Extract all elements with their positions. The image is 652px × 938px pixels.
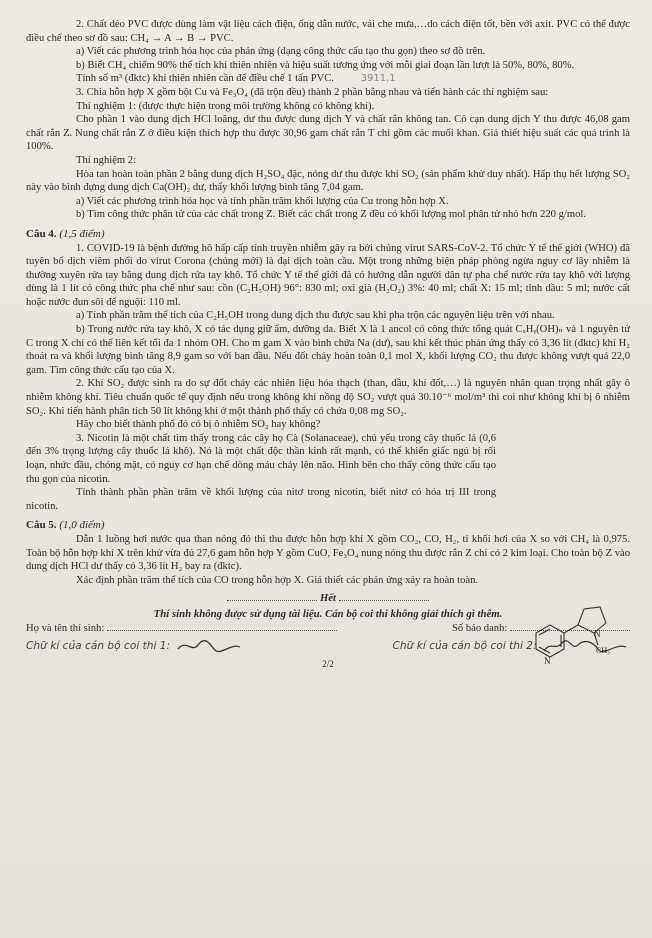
q4-score: (1,5 điểm) <box>59 227 105 240</box>
q5-p2: Xác định phần trăm thể tích của CO trong hỗn hợp X. Giả thiết các phản ứng xảy ra hoàn toàn. <box>76 574 479 586</box>
q4-p2: 2. Khí SO₂ được sinh ra do sự đốt cháy các nhiên liệu hóa thạch (than, dầu, khí đốt,…) là nguyên nhân quan trọng nhất gây ô nhiễm không khí. Tiêu chuẩn quốc tế quy định nếu trong không khí nồng độ SO₂ vượt quá 30.10⁻⁶ mol/m³ thì coi như không khí bị ô nhiễm SO₂. Khi tiến hành phân tích 50 lít không khí ở một thành phố thấy có chứa 0,08 mg SO₂. <box>26 378 630 417</box>
q3-intro: 3. Chia hỗn hợp X gồm bột Cu và Fe₃O₄ (đã trộn đều) thành 2 phần bằng nhau và tiến hành các thí nghiệm sau: <box>76 86 549 98</box>
q5-p1: Dẫn 1 luồng hơi nước qua than nóng đỏ thì thu được hỗn hợp khí X gồm CO₂, CO, H₂, tỉ khối hơi của X so với CH₄ là 0,975. Toàn bộ hỗn hợp khí X trên khử vừa đủ 27,6 gam hỗn hợp Y gồm CuO, Fe₃O₄ nung nóng thu được rắn Z chỉ có 2 kim loại. Cho toàn bộ Z vào dung dịch HCl dư thấy có 3,36 lít H₂ bay ra (đktc). <box>26 533 630 573</box>
structure-n-pyrrolidine: N <box>594 629 601 639</box>
q2-b: b) Biết CH₄ chiếm 90% thể tích khí thiên nhiên và hiệu suất tương ứng với mỗi giai đoạn lần lượt là 50%, 80%, 80%. <box>76 59 575 71</box>
signature-1-label: Chữ kí của cán bộ coi thi 1: <box>26 640 171 653</box>
q4-title: Câu 4. <box>26 227 57 240</box>
candidate-name-label: Họ và tên thí sinh: <box>26 623 105 635</box>
q4-p3-block <box>26 432 496 514</box>
q3-tn2: Hòa tan hoàn toàn phần 2 bằng dung dịch H₂SO₄ đặc, nóng dư thu được khí SO₂ (sản phẩm khử duy nhất). Hấp thụ hết lượng SO₂ này vào bình đựng dung dịch Ca(OH)₂ dư, thấy khối lượng bình tăng 7,04 gam. <box>26 168 630 194</box>
q4-p1a: a) Tính phần trăm thể tích của C₂H₅OH trong dung dịch thu được sau khi pha trộn các nguyên liệu trên với nhau. <box>76 310 555 322</box>
q4-p3q: Tính thành phần phần trăm về khối lượng của nitơ trong nicotin, biết nitơ có hóa trị III trong nicotin. <box>26 487 496 512</box>
candidate-name <box>26 623 337 634</box>
q4-p2q: Hãy cho biết thành phố đó có bị ô nhiễm SO₂ hay không? <box>76 419 321 431</box>
q2-a: a) Viết các phương trình hóa học của phản ứng (dạng công thức cấu tạo thu gọn) theo sơ đồ trên. <box>76 46 486 58</box>
structure-ch3: CH₃ <box>596 646 610 655</box>
end-text: Hết <box>320 593 336 605</box>
q4-p1: 1. COVID-19 là bệnh đường hô hấp cấp tính truyền nhiễm gây ra bởi chủng virut SARS-CoV-2. Tổ chức Y tế thế giới (WHO) đã tuyên bố dịch viêm phổi do virut Corona (chủng mới) là đại dịch toàn cầu. Một trong những biện pháp phòng ngừa nguy cơ lây nhiễm là thường xuyên rửa tay bằng dung dịch rửa tay khô. Tổ chức Y tế thế giới đã có hướng dẫn người dân tự pha chế nước rửa tay khô với lượng dùng là 1 lít có công thức pha chế như sau: cồn (C₂H₅OH) 96°: 830 ml; oxi già (H₂O₂) 3%: 40 ml; chất X: 15 ml; tinh dầu: 5 ml; nước cất hoặc nước đun sôi để nguội: 110 ml. <box>26 242 630 308</box>
signature-2-label: Chữ kí của cán bộ coi thi 2: <box>392 640 537 653</box>
page-number: 2/2 <box>322 659 334 670</box>
signature-1 <box>26 637 244 655</box>
q2-b2-text: Tính số m³ (đktc) khí thiên nhiên cần để điều chế 1 tấn PVC. <box>76 73 334 85</box>
q3-tn2-title: Thí nghiệm 2: <box>76 154 137 166</box>
q4-p1b: b) Trong nước rửa tay khô, X có tác dụng giữ ẩm, dưỡng da. Biết X là 1 ancol có công thức tổng quát CₓHᵧ(OH)ₙ và 1 nguyên tử C trong X chỉ có thể liên kết tối đa 1 nhóm OH. Cho m gam X vào bình chứa Na (dư), sau khi kết thúc phản ứng thấy có 3,36 lít (đktc) khí H₂ thoát ra và khối lượng bình tăng 8,9 gam so với ban đầu. Nếu đốt cháy hoàn toàn 0,1 mol X, khối lượng CO₂ thu được không vượt quá 22,0 gam. Tìm công thức cấu tạo của X. <box>26 324 630 376</box>
q4-p3: 3. Nicotin là một chất tìm thấy trong các cây họ Cà (Solanaceae), chủ yếu trong cây thuốc lá (0,6 đến 3% trọng lượng cây thuốc lá khô). Nó là một chất độc thần kinh rất mạnh, có thể khiến giấc ngủ bị rối loạn, nhức đầu, chóng mặt, có nguy cơ hạn chế dòng máu chảy lên não. Hình bên cho thấy công thức cấu tạo thu gọn của nicotin. <box>26 432 496 485</box>
q5-score: (1,0 điểm) <box>59 519 105 532</box>
q4-heading <box>26 228 630 242</box>
exam-note: Thí sinh không được sử dụng tài liệu. Cán bộ coi thi không giải thích gì thêm. <box>153 608 503 621</box>
nicotine-structure <box>514 585 624 665</box>
structure-n-pyridine: N <box>544 656 551 665</box>
q3-tn1-title: Thí nghiệm 1: (được thực hiện trong môi trường không có không khí). <box>76 100 375 112</box>
q5-title: Câu 5. <box>26 519 57 532</box>
handwritten-signature-1 <box>174 637 244 655</box>
q3-b: b) Tìm công thức phân tử của các chất trong Z. Biết các chất trong Z đều có khối lượng mol phân tử nhỏ hơn 220 g/mol. <box>76 209 586 221</box>
q2-b2 <box>26 72 630 86</box>
q5-heading <box>26 519 630 533</box>
q3-a: a) Viết các phương trình hóa học và tính phần trăm khối lượng của Cu trong hỗn hợp X. <box>76 195 449 207</box>
q3-tn1: Cho phần 1 vào dung dịch HCl loãng, dư thu được dung dịch Y và chất rắn không tan. Cô cạn dung dịch Y thu được 46,08 gam chất rắn Z. Nung chất rắn Z ở điều kiện thích hợp thu được 30,96 gam chất rắn T chỉ gồm các muối khan. Giả thiết hiệu suất các quá trình là 100%. <box>26 114 630 153</box>
candidate-number-label: Số báo danh: <box>452 623 508 635</box>
handwritten-note: 3911,1 <box>360 73 396 85</box>
q2-intro: 2. Chất dẻo PVC được dùng làm vật liệu cách điện, ống dẫn nước, vải che mưa,…do cách điện tốt, bền với axit. PVC có thể được điều chế theo sơ đồ sau: CH₄ → A → B → PVC. <box>26 19 630 44</box>
